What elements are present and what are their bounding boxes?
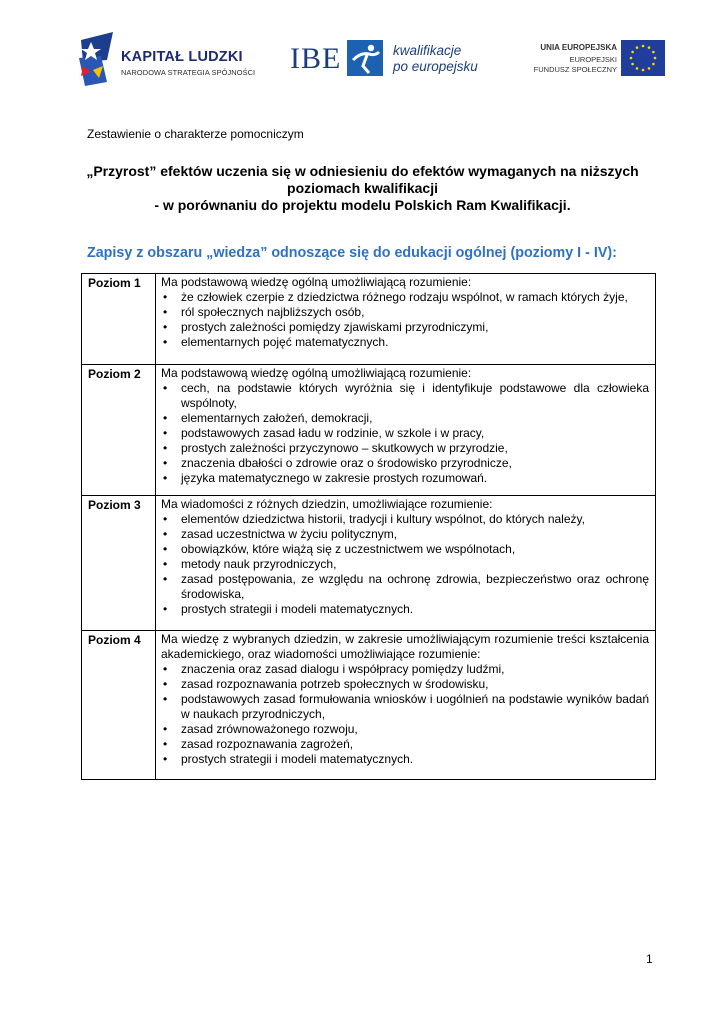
list-item: • prostych strategii i modeli matematycznych.	[161, 602, 649, 617]
kapital-ludzki-subtitle: NARODOWA STRATEGIA SPÓJNOŚCI	[121, 68, 256, 77]
list-item: • zasad zrównoważonego rozwoju,	[161, 722, 649, 737]
list-item: • zasad rozpoznawania potrzeb społecznych w środowisku,	[161, 677, 649, 692]
levels-table	[81, 273, 656, 780]
kapital-ludzki-title: KAPITAŁ LUDZKI	[121, 49, 243, 65]
ue-line1: UNIA EUROPEJSKA	[540, 43, 617, 52]
level-items	[161, 381, 649, 486]
level-items	[161, 290, 649, 350]
ibe-tagline-line2: po europejsku	[393, 59, 478, 74]
document-title-line2: poziomach kwalifikacji	[287, 180, 438, 196]
list-item: • znaczenia dbałości o zdrowie oraz o środowisko przyrodnicze,	[161, 456, 649, 471]
list-item: • znaczenia oraz zasad dialogu i współpracy pomiędzy ludźmi,	[161, 662, 649, 677]
list-item: • obowiązków, które wiążą się z uczestnictwem we wspólnotach,	[161, 542, 649, 557]
level-label: Poziom 2	[82, 365, 156, 496]
document-note: Zestawienie o charakterze pomocniczym	[87, 127, 304, 141]
level-description	[156, 496, 656, 631]
document-title-line3: - w porównaniu do projektu modelu Polskich Ram Kwalifikacji.	[154, 197, 571, 213]
list-item: • elementarnych założeń, demokracji,	[161, 411, 649, 426]
level-items	[161, 662, 649, 767]
ibe-tagline-line1: kwalifikacje	[393, 43, 462, 58]
list-item: • ról społecznych najbliższych osób,	[161, 305, 649, 320]
ue-line3: FUNDUSZ SPOŁECZNY	[533, 65, 617, 74]
document-title-line1: „Przyrost” efektów uczenia się w odniesieniu do efektów wymaganych na niższych	[86, 163, 639, 179]
logo-kapital-ludzki	[77, 32, 256, 86]
level-description	[156, 274, 656, 365]
ibe-figure-icon	[347, 40, 383, 76]
level-intro: Ma wiedzę z wybranych dziedzin, w zakresie umożliwiającym rozumienie treści kształcenia akademickiego, oraz wiadomości umożliwiające rozumienie:	[161, 632, 649, 661]
ibe-name: IBE	[290, 42, 342, 75]
level-description	[156, 365, 656, 496]
list-item: • elementów dziedzictwa historii, tradycji i kultury wspólnot, do których należy,	[161, 512, 649, 527]
page-number: 1	[646, 952, 653, 966]
list-item: • podstawowych zasad ładu w rodzinie, w szkole i w pracy,	[161, 426, 649, 441]
list-item: • zasad uczestnictwa w życiu politycznym,	[161, 527, 649, 542]
list-item: • że człowiek czerpie z dziedzictwa różnego rodzaju wspólnot, w ramach których żyje,	[161, 290, 649, 305]
list-item: • prostych zależności pomiędzy zjawiskami przyrodniczymi,	[161, 320, 649, 335]
table-row	[82, 365, 656, 496]
ue-line2: EUROPEJSKI	[569, 55, 617, 64]
list-item: • języka matematycznego w zakresie prostych rozumowań.	[161, 471, 649, 486]
level-label: Poziom 4	[82, 631, 156, 780]
list-item: • cech, na podstawie których wyróżnia się i identyfikuje podstawowe dla człowieka wspólnoty,	[161, 381, 649, 411]
logo-ibe	[290, 40, 478, 82]
list-item: • prostych zależności przyczynowo – skutkowych w przyrodzie,	[161, 441, 649, 456]
level-intro: Ma podstawową wiedzę ogólną umożliwiającą rozumienie:	[161, 366, 472, 380]
list-item: • podstawowych zasad formułowania wniosków i uogólnień na podstawie wyników badań w naukach przyrodniczych,	[161, 692, 649, 722]
list-item: • zasad rozpoznawania zagrożeń,	[161, 737, 649, 752]
level-intro: Ma podstawową wiedzę ogólną umożliwiającą rozumienie:	[161, 275, 472, 289]
table-row	[82, 274, 656, 365]
list-item: • elementarnych pojęć matematycznych.	[161, 335, 649, 350]
eu-flag-icon	[621, 40, 665, 76]
kapital-ludzki-emblem-icon	[77, 32, 119, 86]
level-label: Poziom 3	[82, 496, 156, 631]
level-intro: Ma wiadomości z różnych dziedzin, umożliwiające rozumienie:	[161, 497, 493, 511]
section-heading: Zapisy z obszaru „wiedza” odnoszące się do edukacji ogólnej (poziomy I - IV):	[87, 245, 617, 261]
level-items	[161, 512, 649, 617]
logo-unia-europejska	[533, 40, 665, 78]
level-label: Poziom 1	[82, 274, 156, 365]
table-row	[82, 631, 656, 780]
list-item: • zasad postępowania, ze względu na ochronę zdrowia, bezpieczeństwo oraz ochronę środowiska,	[161, 572, 649, 602]
table-row	[82, 496, 656, 631]
list-item: • metody nauk przyrodniczych,	[161, 557, 649, 572]
list-item: • prostych strategii i modeli matematycznych.	[161, 752, 649, 767]
level-description	[156, 631, 656, 780]
